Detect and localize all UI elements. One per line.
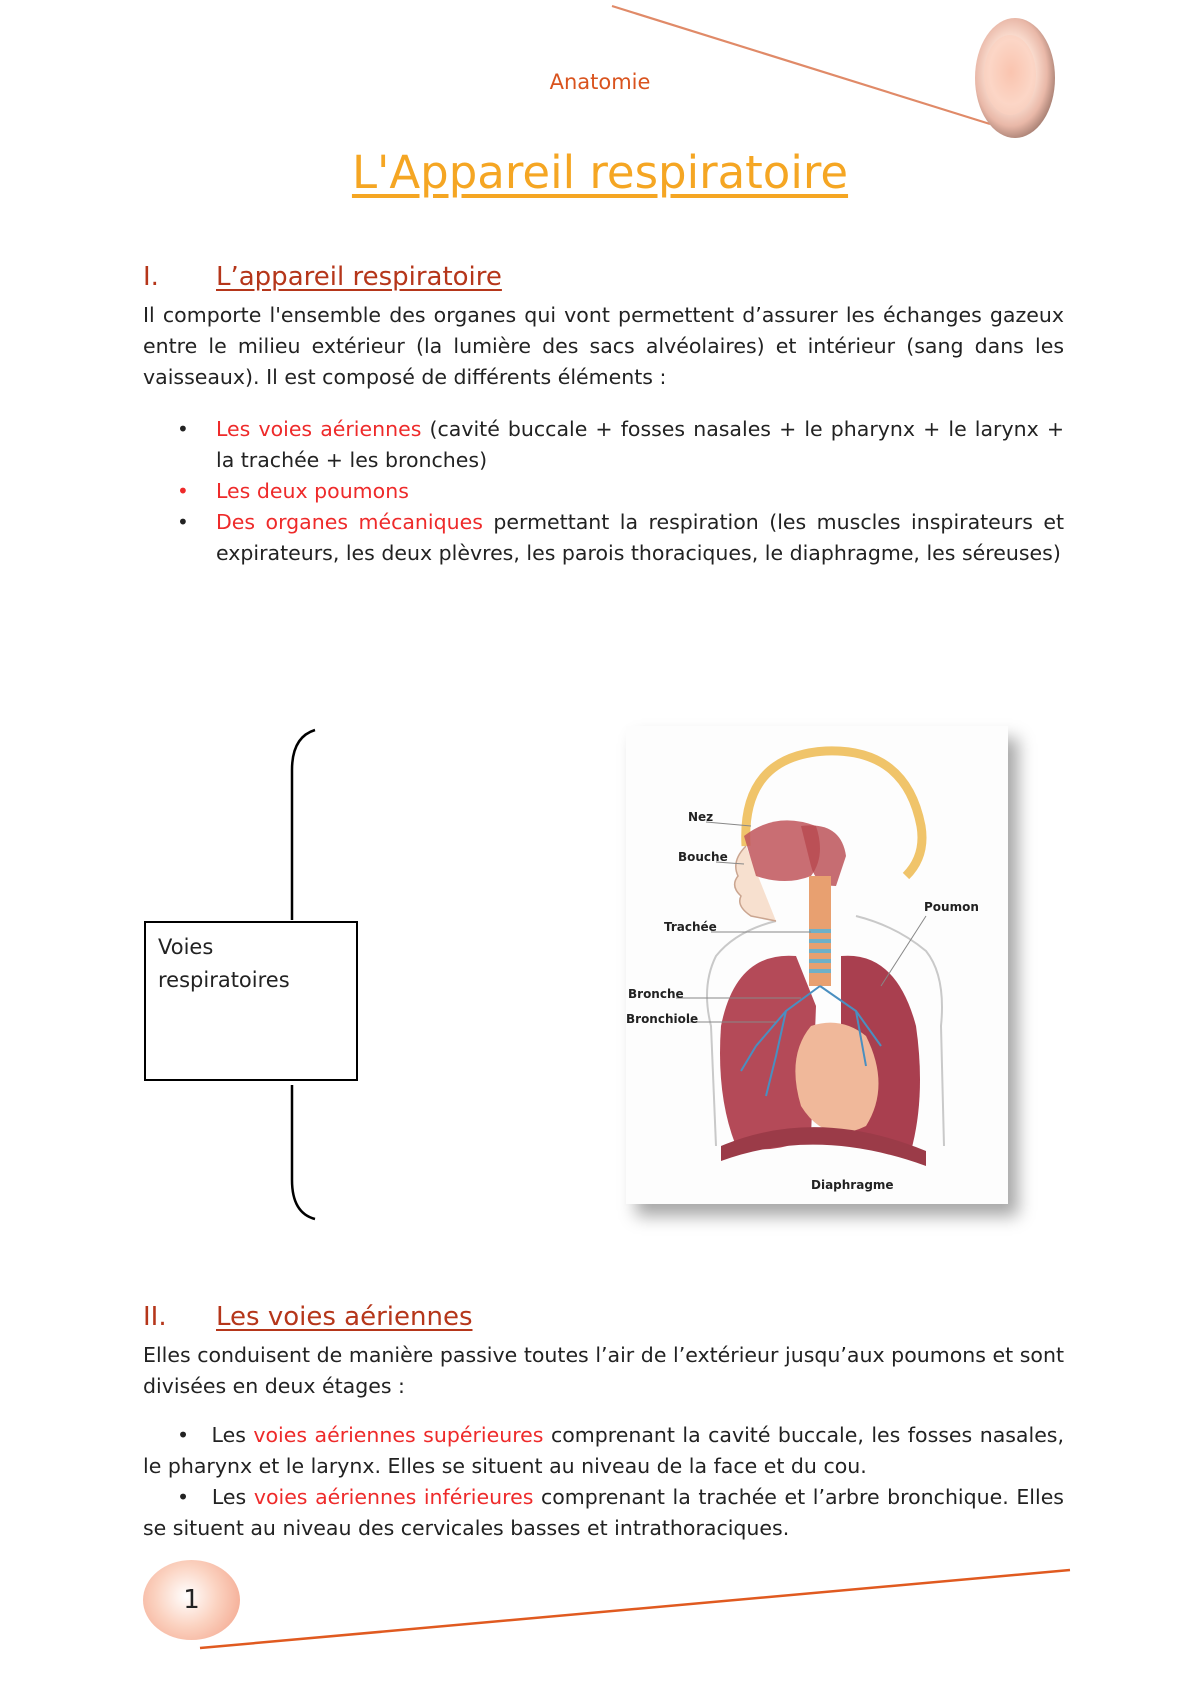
list-item-text: comprenant la trachée et l’arbre bronchique. Elles se situent au niveau des cervicales basses et intrathoraciques. bbox=[143, 1485, 1064, 1540]
label-bronche: Bronche bbox=[628, 987, 684, 1001]
box-line-2: respiratoires bbox=[158, 968, 290, 992]
list-item-highlight: voies aériennes supérieures bbox=[253, 1423, 544, 1447]
voies-respiratoires-box bbox=[144, 921, 358, 1081]
bullet-icon: • bbox=[177, 479, 189, 503]
label-bouche: Bouche bbox=[678, 850, 728, 864]
respiratory-system-illustration bbox=[626, 726, 1008, 1204]
label-diaphragme: Diaphragme bbox=[811, 1178, 894, 1192]
label-bronchiole: Bronchiole bbox=[626, 1012, 699, 1026]
section-2-list bbox=[143, 1420, 1064, 1544]
label-trachee: Trachée bbox=[664, 920, 717, 934]
header-label: Anatomie bbox=[549, 70, 651, 94]
section-2-heading bbox=[143, 1302, 473, 1332]
label-nez: Nez bbox=[688, 810, 714, 824]
list-item-pre: Les bbox=[211, 1423, 254, 1447]
section-2-intro: Elles conduisent de manière passive toutes l’air de l’extérieur jusqu’aux poumons et sont divisées en deux étages : bbox=[143, 1343, 1064, 1398]
page-title: L'Appareil respiratoire bbox=[351, 146, 849, 199]
section-2-title: Les voies aériennes bbox=[216, 1302, 473, 1332]
list-item-pre: Les bbox=[211, 1485, 254, 1509]
list-item-highlight: Les voies aériennes bbox=[216, 417, 422, 441]
list-item bbox=[143, 476, 1064, 507]
list-item-highlight: voies aériennes inférieures bbox=[253, 1485, 534, 1509]
box-line-1: Voies bbox=[158, 935, 214, 959]
list-item-text: (cavité buccale + fosses nasales + le pharynx + le larynx + la trachée + les bronches) bbox=[216, 417, 1064, 472]
bullet-icon: • bbox=[177, 417, 189, 441]
list-item bbox=[143, 1482, 1064, 1544]
bullet-icon: • bbox=[177, 510, 189, 534]
list-item-highlight: Des organes mécaniques bbox=[216, 510, 483, 534]
section-1-list bbox=[143, 414, 1064, 569]
section-2-number: II. bbox=[143, 1302, 167, 1332]
list-item-text: permettant la respiration (les muscles inspirateurs et expirateurs, les deux plèvres, les parois thoraciques, le diaphragme, les séreuses) bbox=[216, 510, 1065, 565]
list-item bbox=[143, 414, 1064, 476]
list-item-highlight: Les deux poumons bbox=[216, 479, 409, 503]
bullet-icon: • bbox=[177, 1485, 212, 1509]
footer-decoration bbox=[190, 1560, 1080, 1660]
anatomy-drawing bbox=[626, 726, 1008, 1204]
section-1-heading bbox=[143, 262, 502, 292]
section-1-intro: Il comporte l'ensemble des organes qui vont permettent d’assurer les échanges gazeux entre le milieu extérieur (la lumière des sacs alvéolaires) et intérieur (sang dans les vaisseaux). Il est composé de différents éléments : bbox=[143, 303, 1064, 389]
bullet-icon: • bbox=[177, 1423, 212, 1447]
label-poumon: Poumon bbox=[924, 900, 979, 914]
list-item bbox=[143, 1420, 1064, 1482]
section-1-number: I. bbox=[143, 262, 159, 292]
page-number-badge: 1 bbox=[143, 1560, 240, 1640]
list-item-text: comprenant la cavité buccale, les fosses nasales, le pharynx et le larynx. Elles se situent au niveau de la face et du cou. bbox=[143, 1423, 1064, 1478]
list-item bbox=[143, 507, 1064, 569]
section-1-title: L’appareil respiratoire bbox=[216, 262, 502, 292]
